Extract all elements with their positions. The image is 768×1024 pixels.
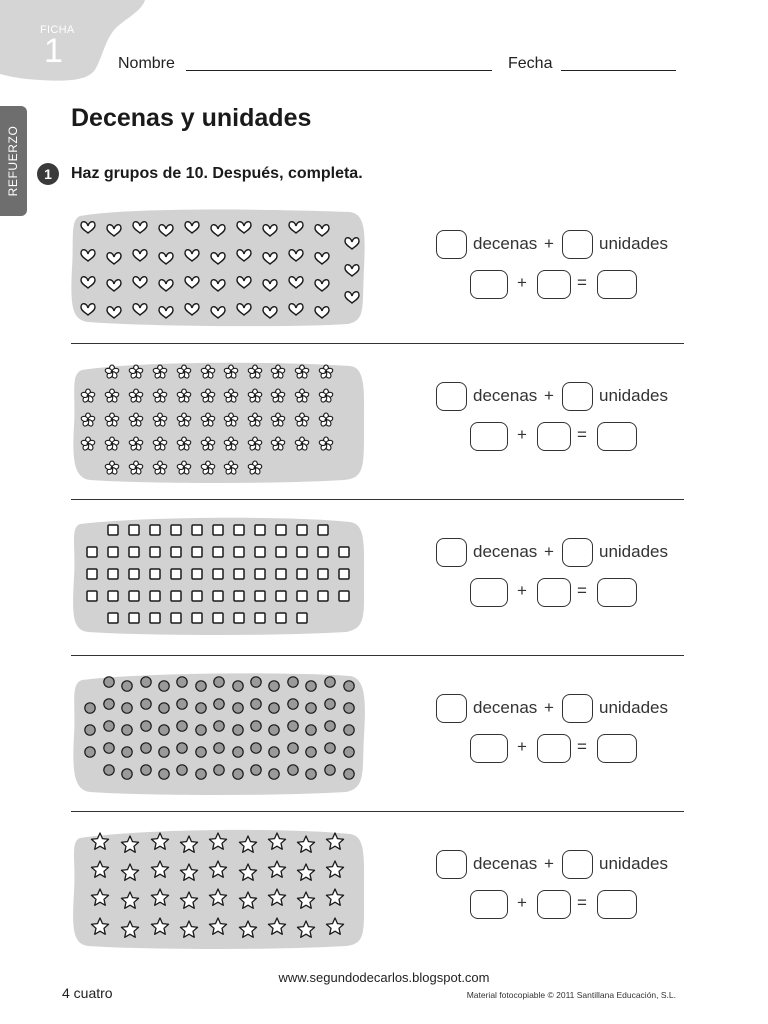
units-answer-box[interactable] [562, 850, 593, 879]
square-icon [171, 547, 181, 557]
circle-icon [344, 725, 354, 735]
circle-icon [141, 721, 151, 731]
square-icon [339, 569, 349, 579]
circle-icon [269, 681, 279, 691]
circle-icon [104, 721, 114, 731]
square-icon [150, 591, 160, 601]
tens-label: decenas [473, 854, 538, 873]
square-icon [108, 569, 118, 579]
circle-icon [122, 747, 132, 757]
plus-sign: + [544, 386, 554, 405]
square-icon [129, 569, 139, 579]
circle-icon [214, 743, 224, 753]
circle-icon [196, 703, 206, 713]
ficha-number: 1 [44, 32, 63, 70]
circle-icon [233, 681, 243, 691]
plus-sign: + [517, 737, 527, 756]
circle-icon [269, 747, 279, 757]
row-divider [71, 343, 684, 344]
square-icon [276, 613, 286, 623]
plus-sign: + [544, 854, 554, 873]
plus-sign: + [544, 542, 554, 561]
circle-icon [196, 769, 206, 779]
equals-sign: = [577, 893, 587, 912]
circle-icon [306, 769, 316, 779]
circle-icon [104, 677, 114, 687]
side-tab-label: REFUERZO [6, 125, 20, 197]
circle-icon [159, 725, 169, 735]
group-background [73, 673, 365, 795]
flower-group [68, 360, 368, 486]
total-value-box[interactable] [597, 890, 637, 919]
circle-icon [159, 681, 169, 691]
circle-icon [288, 743, 298, 753]
equals-sign: = [577, 581, 587, 600]
square-icon [192, 569, 202, 579]
circle-icon [233, 769, 243, 779]
website-url: www.segundodecarlos.blogspot.com [278, 970, 490, 985]
square-icon [234, 613, 244, 623]
square-icon [213, 613, 223, 623]
circle-icon [306, 703, 316, 713]
circle-icon [288, 699, 298, 709]
square-icon [150, 547, 160, 557]
circle-icon [122, 681, 132, 691]
units-value-box[interactable] [537, 890, 571, 919]
circle-icon [159, 747, 169, 757]
tens-label: decenas [473, 542, 538, 561]
plus-sign: + [517, 581, 527, 600]
square-icon [255, 569, 265, 579]
circle-icon [233, 703, 243, 713]
answer-area [436, 694, 686, 774]
tens-value-box[interactable] [470, 270, 508, 299]
row-divider [71, 811, 684, 812]
square-icon [234, 569, 244, 579]
tens-value-box[interactable] [470, 734, 508, 763]
square-icon [255, 547, 265, 557]
tens-label: decenas [473, 386, 538, 405]
answer-area [436, 382, 686, 462]
square-icon [108, 547, 118, 557]
plus-sign: + [544, 234, 554, 253]
square-icon [108, 591, 118, 601]
exercise-row [0, 360, 768, 516]
circle-icon [196, 747, 206, 757]
circle-icon [214, 677, 224, 687]
square-icon [87, 591, 97, 601]
circle-icon [306, 747, 316, 757]
circle-group [68, 672, 368, 798]
square-icon [213, 591, 223, 601]
exercise-instruction: Haz grupos de 10. Después, completa. [71, 165, 363, 182]
circle-icon [233, 747, 243, 757]
units-label: unidades [599, 542, 669, 561]
square-icon [297, 613, 307, 623]
circle-icon [306, 681, 316, 691]
units-answer-box[interactable] [562, 694, 593, 723]
square-icon [150, 613, 160, 623]
circle-icon [159, 703, 169, 713]
tens-value-box[interactable] [470, 890, 508, 919]
circle-icon [214, 765, 224, 775]
heart-group [68, 208, 368, 334]
square-icon [150, 525, 160, 535]
square-icon [87, 569, 97, 579]
square-icon [276, 591, 286, 601]
circle-icon [177, 743, 187, 753]
exercise-number-badge: 1 [37, 163, 59, 185]
square-icon [213, 525, 223, 535]
square-icon [234, 591, 244, 601]
equals-sign: = [577, 737, 587, 756]
answer-area [436, 538, 686, 618]
circle-icon [196, 681, 206, 691]
square-icon [255, 613, 265, 623]
plus-sign: + [544, 698, 554, 717]
circle-icon [288, 677, 298, 687]
square-icon [129, 591, 139, 601]
circle-icon [325, 743, 335, 753]
square-icon [129, 613, 139, 623]
circle-icon [269, 703, 279, 713]
ficha-label: FICHA [40, 24, 75, 36]
exercise-row [0, 672, 768, 828]
total-value-box[interactable] [597, 734, 637, 763]
square-icon [255, 591, 265, 601]
circle-icon [85, 703, 95, 713]
units-value-box[interactable] [537, 734, 571, 763]
circle-icon [177, 765, 187, 775]
square-icon [318, 591, 328, 601]
circle-icon [141, 677, 151, 687]
plus-sign: + [517, 425, 527, 444]
circle-icon [177, 721, 187, 731]
exercise-row [0, 208, 768, 364]
square-icon [171, 613, 181, 623]
square-icon [192, 591, 202, 601]
circle-icon [141, 699, 151, 709]
name-label: Nombre [118, 55, 175, 72]
circle-icon [288, 721, 298, 731]
square-icon [213, 569, 223, 579]
tens-value-box[interactable] [470, 578, 508, 607]
copyright-notice: Material fotocopiable © 2011 Santillana Educación, S.L. [466, 990, 676, 1000]
row-divider [71, 655, 684, 656]
date-field[interactable] [561, 70, 676, 71]
circle-icon [325, 699, 335, 709]
circle-icon [122, 725, 132, 735]
circle-icon [104, 699, 114, 709]
square-icon [297, 547, 307, 557]
date-label: Fecha [508, 55, 553, 72]
row-divider [71, 499, 684, 500]
page-number: 4 cuatro [62, 985, 113, 1001]
exercise-row [0, 828, 768, 984]
circle-icon [251, 743, 261, 753]
units-label: unidades [599, 234, 669, 253]
name-field[interactable] [186, 70, 492, 71]
circle-icon [251, 677, 261, 687]
circle-icon [344, 703, 354, 713]
answer-area [436, 850, 686, 930]
square-icon [318, 525, 328, 535]
square-icon [297, 569, 307, 579]
page-title: Decenas y unidades [71, 104, 312, 132]
square-icon [171, 569, 181, 579]
tens-answer-box[interactable] [436, 538, 467, 567]
circle-icon [85, 747, 95, 757]
units-value-box[interactable] [537, 270, 571, 299]
tens-answer-box[interactable] [436, 694, 467, 723]
square-icon [234, 525, 244, 535]
circle-icon [288, 765, 298, 775]
total-value-box[interactable] [597, 270, 637, 299]
circle-icon [325, 721, 335, 731]
square-icon [297, 591, 307, 601]
square-icon [318, 569, 328, 579]
square-icon [108, 613, 118, 623]
circle-icon [85, 725, 95, 735]
square-icon [171, 525, 181, 535]
square-icon [339, 591, 349, 601]
square-icon [171, 591, 181, 601]
tens-value-box[interactable] [470, 422, 508, 451]
circle-icon [196, 725, 206, 735]
circle-icon [177, 699, 187, 709]
square-icon [129, 547, 139, 557]
circle-icon [122, 703, 132, 713]
circle-icon [122, 769, 132, 779]
square-icon [339, 547, 349, 557]
square-icon [150, 569, 160, 579]
answer-area [436, 230, 686, 310]
units-answer-box[interactable] [562, 382, 593, 411]
circle-icon [251, 721, 261, 731]
circle-icon [104, 743, 114, 753]
square-icon [276, 569, 286, 579]
plus-sign: + [517, 273, 527, 292]
tens-answer-box[interactable] [436, 230, 467, 259]
square-icon [276, 547, 286, 557]
equals-sign: = [577, 273, 587, 292]
total-value-box[interactable] [597, 422, 637, 451]
circle-icon [344, 681, 354, 691]
equals-sign: = [577, 425, 587, 444]
square-icon [129, 525, 139, 535]
square-icon [276, 525, 286, 535]
units-answer-box[interactable] [562, 230, 593, 259]
circle-icon [177, 677, 187, 687]
square-icon [192, 547, 202, 557]
circle-icon [104, 765, 114, 775]
exercise-row [0, 516, 768, 672]
circle-icon [251, 699, 261, 709]
circle-icon [233, 725, 243, 735]
square-icon [234, 547, 244, 557]
square-icon [192, 525, 202, 535]
units-label: unidades [599, 386, 669, 405]
circle-icon [214, 721, 224, 731]
circle-icon [141, 743, 151, 753]
units-label: unidades [599, 698, 669, 717]
circle-icon [141, 765, 151, 775]
total-value-box[interactable] [597, 578, 637, 607]
circle-icon [306, 725, 316, 735]
circle-icon [159, 769, 169, 779]
tens-label: decenas [473, 698, 538, 717]
circle-icon [344, 747, 354, 757]
units-value-box[interactable] [537, 578, 571, 607]
star-group [68, 828, 368, 954]
circle-icon [269, 769, 279, 779]
units-value-box[interactable] [537, 422, 571, 451]
tens-label: decenas [473, 234, 538, 253]
plus-sign: + [517, 893, 527, 912]
circle-icon [325, 677, 335, 687]
circle-icon [269, 725, 279, 735]
circle-icon [325, 765, 335, 775]
units-answer-box[interactable] [562, 538, 593, 567]
circle-icon [214, 699, 224, 709]
square-group [68, 516, 368, 642]
square-icon [192, 613, 202, 623]
square-icon [87, 547, 97, 557]
square-icon [108, 525, 118, 535]
circle-icon [344, 769, 354, 779]
circle-icon [251, 765, 261, 775]
units-label: unidades [599, 854, 669, 873]
square-icon [255, 525, 265, 535]
tens-answer-box[interactable] [436, 850, 467, 879]
square-icon [213, 547, 223, 557]
tens-answer-box[interactable] [436, 382, 467, 411]
square-icon [297, 525, 307, 535]
square-icon [318, 547, 328, 557]
